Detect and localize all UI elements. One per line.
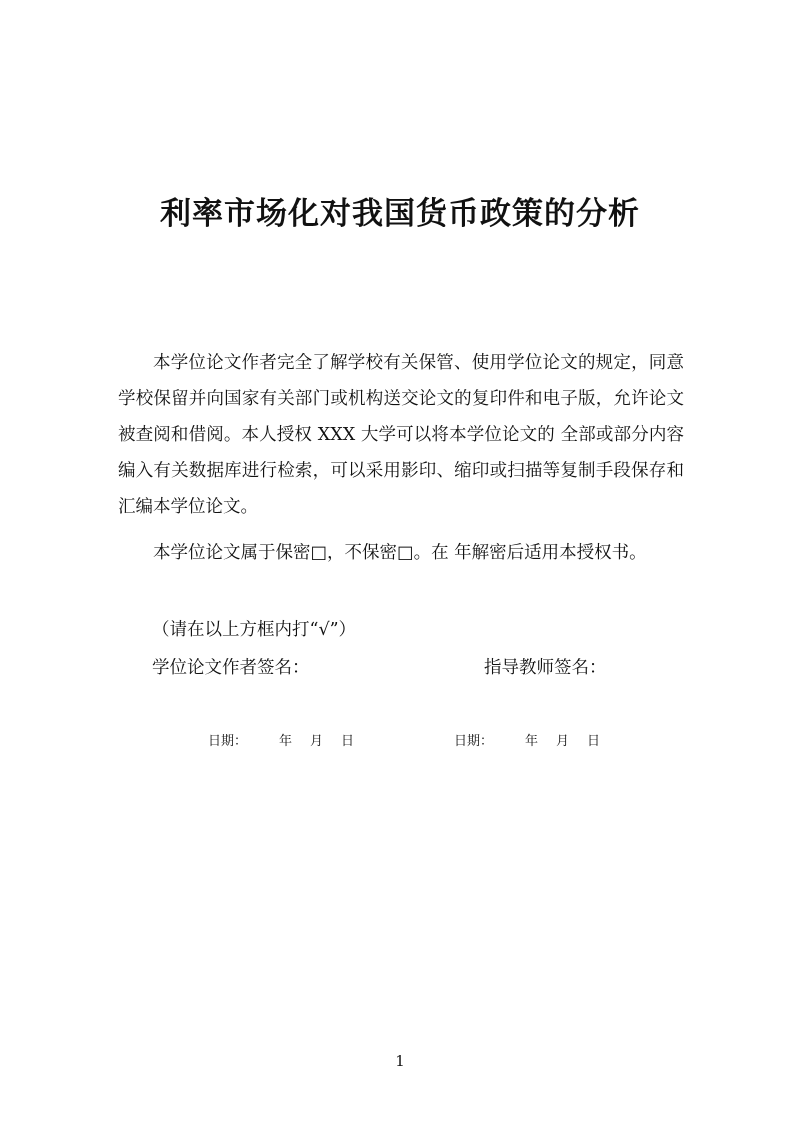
advisor-signature-label: 指导教师签名： (484, 658, 607, 678)
month-label: 月 (310, 734, 324, 749)
day-label: 日 (587, 734, 601, 749)
checkbox-instruction-note: （请在以上方框内打“√”） (152, 620, 357, 640)
date-label: 日期： (208, 734, 248, 749)
date-label: 日期： (454, 734, 494, 749)
authorization-paragraph: 本学位论文作者完全了解学校有关保管、使用学位论文的规定，同意学校保留并向国家有关部门或机构送交论文的复印件和电子版，允许论文被查阅和借阅。本人授权 XXX 大学可以将本学位论文的 全部或部分内容编入有关数据库进行检索，可以采用影印、缩印或扫描等复制手段保存和汇编本学位论文。 (118, 353, 684, 517)
author-signature-label: 学位论文作者签名： (152, 658, 310, 678)
page-number: 1 (395, 1052, 405, 1070)
year-label: 年 (279, 734, 293, 749)
advisor-date-row (454, 733, 600, 751)
month-label: 月 (556, 734, 570, 749)
year-label: 年 (525, 734, 539, 749)
author-date-row (208, 733, 354, 751)
day-label: 日 (341, 734, 355, 749)
confidentiality-paragraph: 本学位论文属于保密□，不保密□。在 年解密后适用本授权书。 (153, 543, 647, 563)
thesis-title: 利率市场化对我国货币政策的分析 (160, 196, 640, 232)
